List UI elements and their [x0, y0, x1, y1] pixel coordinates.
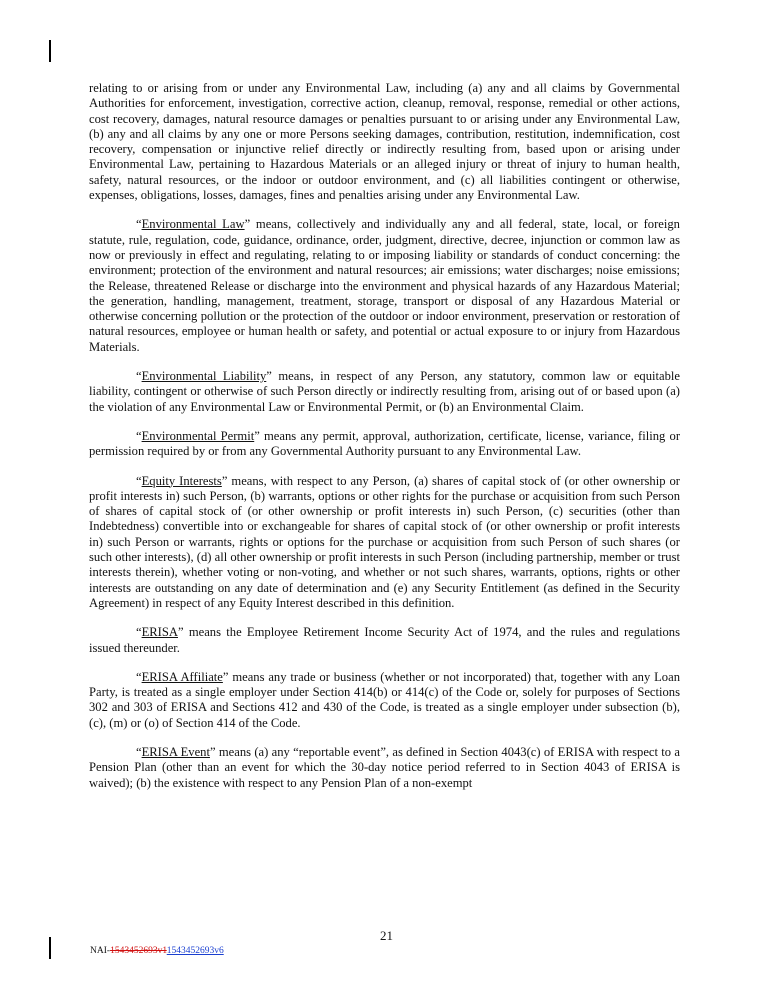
- definition-text: means the Employee Retirement Income Security Act of 1974, and the rules and regulations issued thereunder.: [89, 625, 680, 655]
- defined-term: Environmental Permit: [141, 428, 255, 443]
- paragraph-continuation: [89, 81, 680, 203]
- defined-term: ERISA Affiliate: [141, 669, 223, 684]
- change-bar-bottom: [49, 937, 51, 959]
- definition-environmental-permit: “Environmental Permit” means any permit, approval, authorization, certificate, license, variance, filing or permission required by or from any Governmental Authority pursuant to any Environmental Law.: [89, 428, 681, 459]
- document-body: [89, 81, 680, 805]
- definition-erisa: “ERISA” means the Employee Retirement Income Security Act of 1974, and the rules and regulations issued thereunder.: [89, 625, 680, 655]
- definition-equity-interests: “Equity Interests” means, with respect to any Person, (a) shares of capital stock of (or other ownership or profit interests in) such Person, (b) warrants, options or other rights for the purchase or acquisition from such Person of shares of capital stock of (or other ownership or profit interests in) such Person, (c) securities (other than Indebtedness) convertible into or exchangeable for shares of capital stock of (or other ownership or profit interests in) such Person or warrants, rights or options for the purchase or acquisition from such Person of such shares (or such other interests), (d) all other ownership or profit interests in such Person (including partnership, member or trust interests therein), whether voting or non-voting, and whether or not such shares, warrants, options, rights or other interests are outstanding on any date of determination and (e) any Security Entitlement (as defined in the Security Agreement) in respect of any Equity Interest described in this definition.: [89, 473, 680, 610]
- definition-text: means, collectively and individually any and all federal, state, local, or foreign statute, rule, regulation, code, guidance, ordinance, order, judgment, directive, decree, injunction or common law as now or previously in effect and regulating, relating to or imposing liability or standards of conduct concerning: the environment; protection of the environment and natural resources; air emissions; water discharges; noise emissions; the Release, threatened Release or discharge into the environment and physical hazards of any Hazardous Material; the generation, handling, management, treatment, storage, transport or disposal of any Hazardous Material or otherwise concerning pollution or the protection of the outdoor or indoor environment, preservation or restoration of natural resources, employee or human health or safety, and potential or actual exposure to or injury from Hazardous Materials.: [89, 217, 680, 354]
- change-bar-top: [49, 40, 51, 62]
- defined-term: ERISA Event: [141, 744, 210, 759]
- definition-text: means (a) any “reportable event”, as defined in Section 4043(c) of ERISA with respect to a Pension Plan (other than an event for which the 30-day notice period referred to in Section 4043 of ERISA is waived); (b) the existence with respect to any Pension Plan of a non-exempt: [89, 744, 680, 790]
- defined-term: Environmental Liability: [141, 369, 267, 384]
- definition-erisa-affiliate: “ERISA Affiliate” means any trade or business (whether or not incorporated) that, together with any Loan Party, is treated as a single employer under Section 414(b) or 414(c) of the Code or, solely for purposes of Sections 302 and 303 of ERISA and Sections 412 and 430 of the Code, is treated as a single employer under subsection (b), (c), (m) or (o) of Section 414 of the Code.: [89, 669, 680, 730]
- definition-environmental-law: “Environmental Law” means, collectively and individually any and all federal, state, local, or foreign statute, rule, regulation, code, guidance, ordinance, order, judgment, directive, decree, injunction or common law as now or previously in effect and regulating, relating to or imposing liability or standards of conduct concerning: the environment; protection of the environment and natural resources; air emissions; water discharges; noise emissions; the Release, threatened Release or discharge into the environment and physical hazards of any Hazardous Material; the generation, handling, management, treatment, storage, transport or disposal of any Hazardous Material or otherwise concerning pollution or the protection of the outdoor or indoor environment, preservation or restoration of natural resources, employee or human health or safety, and potential or actual exposure to or injury from Hazardous Materials.: [89, 217, 680, 354]
- defined-term: Environmental Law: [141, 217, 245, 232]
- definition-text: means any permit, approval, authorization, certificate, license, variance, filing or permission required by or from any Governmental Authority pursuant to any Environmental Law.: [89, 428, 681, 459]
- defined-term: Equity Interests: [141, 473, 222, 488]
- definition-text: means, with respect to any Person, (a) shares of capital stock of (or other ownership or profit interests in) such Person, (b) warrants, options or other rights for the purchase or acquisition from such Person of shares of capital stock of (or other ownership or profit interests in) such Person, (c) securities (other than Indebtedness) convertible into or exchangeable for shares of capital stock of (or other ownership or profit interests in) such Person or warrants, rights or options for the purchase or acquisition from such Person of such shares (or such other interests), (d) all other ownership or profit interests in such Person (including partnership, member or trust interests therein), whether voting or non-voting, and whether or not such shares, warrants, options, rights or other interests are outstanding on any date of determination and (e) any Security Entitlement (as defined in the Security Agreement) in respect of any Equity Interest described in this definition.: [89, 473, 680, 610]
- definition-text: means any trade or business (whether or not incorporated) that, together with any Loan Party, is treated as a single employer under Section 414(b) or 414(c) of the Code or, solely for purposes of Sections 302 and 303 of ERISA and Sections 412 and 430 of the Code, is treated as a single employer under subsection (b), (c), (m) or (o) of Section 414 of the Code.: [89, 669, 680, 730]
- doc-id-inserted: 1543452693v6: [166, 946, 224, 956]
- page-number: 21: [380, 928, 393, 943]
- paragraph-text: relating to or arising from or under any Environmental Law, including (a) any and all claims by Governmental Authorities for enforcement, investigation, corrective action, cleanup, removal, response, remedial or other actions, cost recovery, damages, natural resource damages or penalties pursuant to or arising under any Environmental Law, (b) any and all claims by any one or more Persons seeking damages, contribution, restitution, indemnification, cost recovery, compensation or injunctive relief directly or indirectly resulting from, based upon or arising under Environmental Law, pertaining to Hazardous Materials or an alleged injury or threat of injury to human health, safety, natural resources, or the indoor or outdoor environment, and (c) all liabilities contingent or otherwise, expenses, obligations, losses, damages, fines and penalties arising under any Environmental Law.: [89, 81, 680, 203]
- defined-term: ERISA: [141, 625, 178, 640]
- definition-text: means, in respect of any Person, any statutory, common law or equitable liability, contingent or otherwise of such Person directly or indirectly resulting from, arising out of or based upon (a) the violation of any Environmental Law or Environmental Permit, or (b) an Environmental Claim.: [89, 369, 680, 414]
- definition-environmental-liability: “Environmental Liability” means, in respect of any Person, any statutory, common law or equitable liability, contingent or otherwise of such Person directly or indirectly resulting from, arising out of or based upon (a) the violation of any Environmental Law or Environmental Permit, or (b) an Environmental Claim.: [89, 369, 680, 414]
- doc-id-deleted: 1543452693v1: [110, 946, 167, 956]
- definition-erisa-event: “ERISA Event” means (a) any “reportable event”, as defined in Section 4043(c) of ERISA with respect to a Pension Plan (other than an event for which the 30-day notice period referred to in Section 4043 of ERISA is waived); (b) the existence with respect to any Pension Plan of a non-exempt: [89, 744, 680, 790]
- doc-id-prefix: NAI-: [90, 946, 111, 956]
- document-id: [90, 946, 224, 956]
